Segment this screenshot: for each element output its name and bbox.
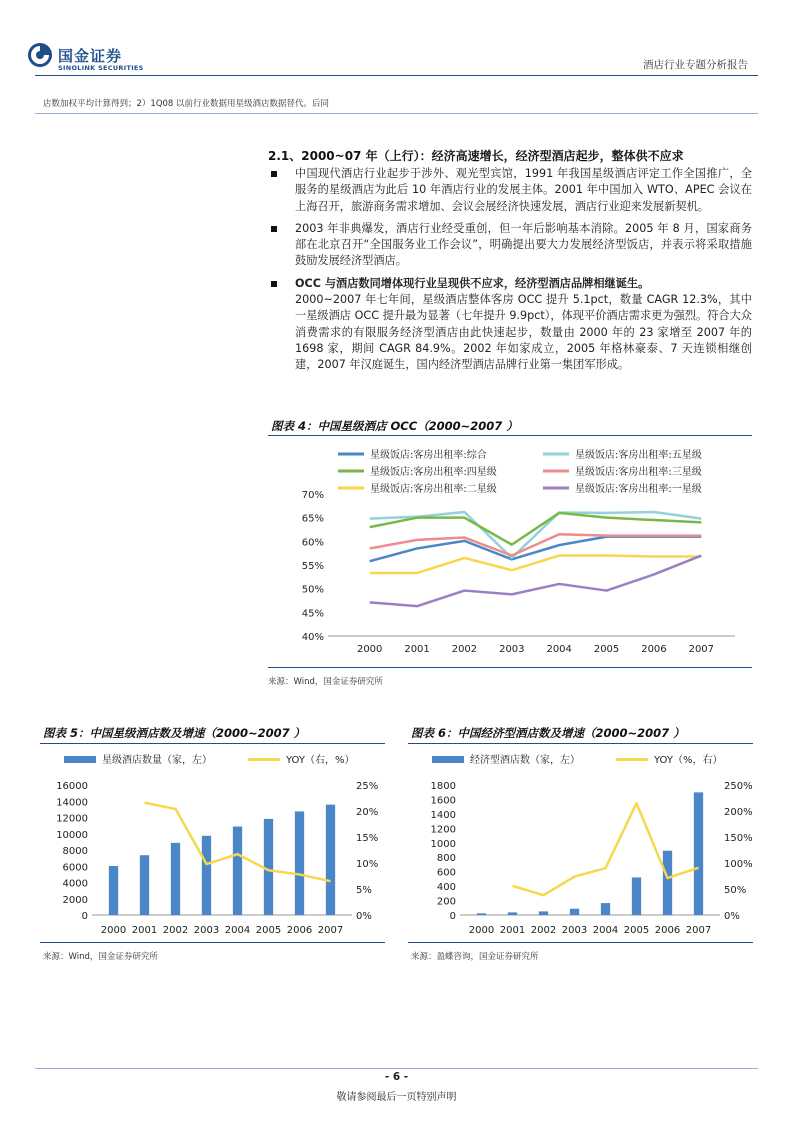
left-y-tick-label: 800 bbox=[436, 853, 456, 865]
left-y-tick-label: 0 bbox=[449, 911, 456, 922]
bar bbox=[326, 805, 335, 915]
x-tick-label: 2002 bbox=[162, 925, 189, 936]
bar bbox=[109, 866, 118, 915]
fig4-chart bbox=[268, 440, 752, 665]
x-tick-label: 2006 bbox=[641, 644, 667, 655]
bar bbox=[508, 912, 517, 915]
x-tick-label: 2001 bbox=[131, 925, 158, 936]
bar bbox=[264, 819, 273, 915]
left-y-tick-label: 400 bbox=[436, 882, 456, 894]
legend-label: 星级饭店:客房出租率:四星级 bbox=[370, 467, 497, 478]
legend-swatch bbox=[432, 756, 464, 763]
left-y-tick-label: 8000 bbox=[62, 846, 88, 857]
legend-label: 星级酒店数量（家，左） bbox=[102, 755, 212, 766]
right-y-tick-label: 5% bbox=[356, 885, 372, 896]
logo-text-en: SINOLINK SECURITIES bbox=[58, 64, 144, 72]
left-y-tick-label: 600 bbox=[436, 867, 456, 879]
right-y-tick-label: 150% bbox=[724, 833, 753, 844]
bar bbox=[233, 827, 242, 915]
x-tick-label: 2003 bbox=[499, 644, 525, 655]
bullet-item bbox=[268, 221, 752, 270]
y-tick-label: 45% bbox=[301, 608, 324, 620]
fig4-title: 图表 4：中国星级酒店 OCC（2000~2007 ） bbox=[271, 419, 518, 433]
right-y-tick-label: 50% bbox=[724, 885, 747, 896]
logo-text-cn: 国金证券 bbox=[58, 47, 123, 65]
bullet-marker-icon bbox=[271, 226, 277, 232]
legend-label: 经济型酒店数（家，左） bbox=[470, 755, 580, 766]
x-tick-label: 2006 bbox=[286, 925, 313, 936]
x-tick-label: 2003 bbox=[193, 925, 220, 936]
bar bbox=[171, 843, 180, 915]
x-tick-label: 2004 bbox=[592, 925, 619, 936]
page-number: - 6 - bbox=[384, 1071, 409, 1083]
y-tick-label: 50% bbox=[301, 584, 324, 596]
legend-label: 星级饭店:客房出租率:综合 bbox=[370, 450, 487, 461]
right-y-tick-label: 0% bbox=[724, 911, 740, 922]
bar bbox=[295, 811, 304, 915]
bullet-list bbox=[268, 166, 752, 380]
fig4-title-divider bbox=[268, 435, 752, 436]
bullet-item bbox=[268, 276, 752, 374]
y-tick-label: 60% bbox=[301, 537, 324, 549]
left-y-tick-label: 12000 bbox=[56, 813, 88, 825]
legend-label: YOY（%，右） bbox=[654, 755, 723, 766]
footer-disclaimer: 敬请参阅最后一页特别声明 bbox=[336, 1092, 457, 1103]
fig4-bottom-divider bbox=[268, 667, 752, 668]
legend-label: 星级饭店:客房出租率:五星级 bbox=[575, 450, 702, 461]
left-y-tick-label: 10000 bbox=[56, 829, 88, 841]
sinolink-logo-icon bbox=[27, 42, 53, 68]
bar bbox=[202, 836, 211, 915]
bar bbox=[570, 909, 579, 915]
right-y-tick-label: 250% bbox=[724, 781, 753, 792]
note-divider bbox=[35, 113, 758, 114]
report-title: 酒店行业专题分析报告 bbox=[643, 59, 748, 71]
bar bbox=[694, 792, 703, 915]
fig5-chart bbox=[40, 747, 385, 940]
y-tick-label: 65% bbox=[301, 513, 324, 525]
fig5-title: 图表 5：中国星级酒店数及增速（2000~2007 ） bbox=[43, 726, 306, 740]
series-line bbox=[370, 556, 702, 574]
left-y-tick-label: 1600 bbox=[430, 795, 456, 807]
bullet-text: 2003 年非典爆发，酒店行业经受重创，但一年后影响基本消除。2005 年 8 月，国家商务部在北京召开“全国服务业工作会议”，明确提出要大力发展经济型饭店，并表示将采取措施鼓励发展经济型酒店。 bbox=[295, 221, 752, 268]
right-y-tick-label: 25% bbox=[356, 781, 379, 792]
right-y-tick-label: 10% bbox=[356, 859, 379, 870]
y-tick-label: 55% bbox=[301, 561, 324, 572]
x-tick-label: 2007 bbox=[685, 925, 712, 936]
y-tick-label: 40% bbox=[301, 632, 324, 643]
x-tick-label: 2007 bbox=[317, 925, 344, 936]
x-tick-label: 2005 bbox=[255, 925, 282, 936]
x-tick-label: 2004 bbox=[546, 644, 572, 655]
x-tick-label: 2000 bbox=[100, 925, 127, 936]
bullet-marker-icon bbox=[271, 281, 277, 287]
x-tick-label: 2005 bbox=[623, 925, 650, 936]
left-y-tick-label: 1400 bbox=[430, 809, 456, 821]
left-y-tick-label: 2000 bbox=[62, 894, 88, 906]
fig6-title-divider bbox=[408, 743, 753, 744]
left-y-tick-label: 0 bbox=[81, 911, 88, 922]
x-tick-label: 2001 bbox=[499, 925, 526, 936]
fig5-bottom-divider bbox=[40, 942, 385, 943]
x-tick-label: 2001 bbox=[404, 644, 430, 655]
x-tick-label: 2003 bbox=[561, 925, 588, 936]
bullet-lead: OCC 与酒店数同增体现行业呈现供不应求，经济型酒店品牌相继诞生。 bbox=[295, 276, 650, 290]
right-y-tick-label: 0% bbox=[356, 911, 372, 922]
fig6-source: 来源：盈蝶咨询，国金证券研究所 bbox=[411, 952, 539, 962]
fig6-chart bbox=[408, 747, 753, 940]
x-tick-label: 2007 bbox=[688, 644, 715, 655]
legend-label: YOY（右，%） bbox=[286, 755, 355, 766]
fig6-bottom-divider bbox=[408, 942, 753, 943]
legend-label: 星级饭店:客房出租率:二星级 bbox=[370, 484, 497, 495]
bullet-item bbox=[268, 166, 752, 215]
fig5-title-divider bbox=[40, 743, 385, 744]
bullet-text: 2000~2007 年七年间，星级酒店整体客房 OCC 提升 5.1pct，数量 CAGR 12.3%，其中一星级酒店 OCC 提升最为显著（七年提升 9.9pct），体现平价酒店需求更为强烈。符合大众消费需求的有限服务经济型酒店由此快速起步，数量由 2000 年的 23 家增至 2007 年的 1698 家，期间 CAGR 84.9%。2002 年如家成立，2005 年格林豪泰、7 天连锁相继创建，2007 年汉庭诞生，国内经济型酒店品牌行业第一集团军形成。 bbox=[295, 293, 752, 372]
x-tick-label: 2004 bbox=[224, 925, 251, 936]
right-y-tick-label: 200% bbox=[724, 807, 753, 818]
fig4-source: 来源：Wind，国金证券研究所 bbox=[268, 677, 383, 687]
bar bbox=[140, 855, 149, 915]
left-y-tick-label: 14000 bbox=[56, 797, 88, 809]
left-y-tick-label: 4000 bbox=[62, 878, 88, 890]
bar bbox=[477, 913, 486, 915]
x-tick-label: 2002 bbox=[451, 644, 478, 655]
bar bbox=[601, 903, 610, 915]
left-y-tick-label: 6000 bbox=[62, 862, 88, 874]
left-y-tick-label: 1800 bbox=[430, 781, 456, 792]
bullet-text: 中国现代酒店行业起步于涉外、观光型宾馆，1991 年我国星级酒店评定工作全国推广，全服务的星级酒店为此后 10 年酒店行业的发展主体。2001 年中国加入 WTO、APEC 会议在上海召开，旅游商务需求增加、会议会展经济快速发展，酒店行业迎来发展新契机。 bbox=[295, 167, 752, 213]
left-y-tick-label: 1200 bbox=[430, 824, 456, 836]
right-y-tick-label: 20% bbox=[356, 807, 379, 818]
right-y-tick-label: 15% bbox=[356, 833, 379, 844]
header-divider bbox=[35, 75, 758, 76]
left-y-tick-label: 200 bbox=[436, 896, 456, 908]
x-tick-label: 2006 bbox=[654, 925, 681, 936]
right-y-tick-label: 100% bbox=[724, 859, 753, 870]
legend-label: 星级饭店:客房出租率:三星级 bbox=[575, 467, 702, 478]
x-tick-label: 2002 bbox=[530, 925, 557, 936]
bar bbox=[663, 851, 672, 915]
left-y-tick-label: 1000 bbox=[430, 838, 456, 850]
left-y-tick-label: 16000 bbox=[56, 781, 88, 792]
legend-label: 星级饭店:客房出租率:一星级 bbox=[575, 484, 702, 495]
fig6-title: 图表 6：中国经济型酒店数及增速（2000~2007 ） bbox=[411, 726, 685, 740]
bar bbox=[539, 911, 548, 915]
legend-swatch bbox=[64, 756, 96, 763]
y-tick-label: 70% bbox=[301, 490, 324, 501]
x-tick-label: 2005 bbox=[593, 644, 620, 655]
bar bbox=[632, 877, 641, 915]
top-note: 店数加权平均计算得到；2）1Q08 以前行业数据用星级酒店数据替代。后同 bbox=[43, 99, 330, 109]
footer-divider bbox=[35, 1068, 758, 1069]
bullet-marker-icon bbox=[271, 171, 277, 177]
section-title: 2.1、2000~07 年（上行）：经济高速增长，经济型酒店起步，整体供不应求 bbox=[268, 149, 684, 163]
x-tick-label: 2000 bbox=[468, 925, 495, 936]
fig5-source: 来源：Wind，国金证券研究所 bbox=[43, 952, 158, 962]
x-tick-label: 2000 bbox=[356, 644, 383, 655]
